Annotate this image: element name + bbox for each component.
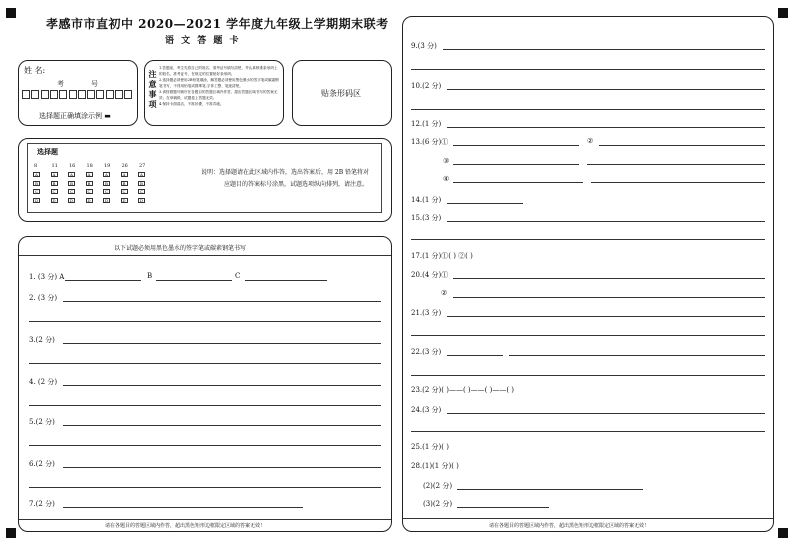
choice-option-bubble[interactable]: A xyxy=(86,172,93,177)
question-label: 10.(2 分) xyxy=(411,82,442,90)
question-label: ② xyxy=(441,289,448,297)
answer-line[interactable] xyxy=(457,507,549,508)
answer-line[interactable] xyxy=(29,321,381,322)
choice-option-bubble[interactable]: A xyxy=(103,172,110,177)
answer-line[interactable] xyxy=(63,425,381,426)
answer-line[interactable] xyxy=(447,413,765,414)
choice-question-number: 16 xyxy=(69,163,76,169)
choice-option-bubble[interactable]: D xyxy=(104,197,109,203)
answer-line[interactable] xyxy=(453,164,579,165)
question-label: 13.(6 分)① xyxy=(411,138,449,146)
question-label: 6.(2 分) xyxy=(29,460,55,468)
question-label: 4. (2 分) xyxy=(29,378,58,386)
choice-option-bubble[interactable]: C xyxy=(69,189,74,194)
choice-option-bubble[interactable]: B xyxy=(138,181,145,186)
exam-no-label: 考 xyxy=(57,80,64,88)
choice-option-bubble[interactable]: A xyxy=(68,172,75,177)
exam-no-cell[interactable] xyxy=(115,90,123,99)
answer-line[interactable] xyxy=(599,145,765,146)
footer-note: 请在各题目的答题区域内作答，超出黑色矩形边框限定区域的答案无效！ xyxy=(489,523,650,529)
answer-line[interactable] xyxy=(443,49,765,50)
choice-option-bubble[interactable]: B xyxy=(103,181,110,186)
name-label: 姓 名: xyxy=(24,66,46,75)
choice-option-bubble[interactable]: B xyxy=(86,181,93,186)
answer-line[interactable] xyxy=(457,489,643,490)
choice-option-bubble[interactable]: C xyxy=(52,189,56,194)
question-label: 28.(1)(1 分)( ) xyxy=(411,462,459,470)
choice-option-bubble[interactable]: A xyxy=(138,172,145,177)
answer-line[interactable] xyxy=(156,280,232,281)
answer-line[interactable] xyxy=(447,89,765,90)
question-label: 7.(2 分) xyxy=(29,500,55,508)
choice-option-bubble[interactable]: D xyxy=(122,197,126,203)
choice-option-bubble[interactable]: D xyxy=(69,197,74,203)
answer-line[interactable] xyxy=(411,239,765,240)
answer-line[interactable] xyxy=(447,316,765,317)
footer-note: 请在各题目的答题区域内作答，超出黑色矩形边框限定区域的答案无效！ xyxy=(105,523,266,529)
choice-option-bubble[interactable]: A xyxy=(51,172,58,177)
choice-title: 选择题 xyxy=(37,147,58,156)
question-label: 25.(1 分)( ) xyxy=(411,443,449,451)
corner-marker xyxy=(6,8,16,18)
question-label: B xyxy=(147,272,153,280)
answer-line[interactable] xyxy=(447,221,765,222)
notice-item: 4.保持卡面清洁，不准折叠，不准弄破。 xyxy=(159,102,224,106)
answer-line[interactable] xyxy=(65,280,141,281)
corner-marker xyxy=(778,8,788,18)
divider xyxy=(19,519,391,520)
question-label: 17.(1 分)①( ) ②( ) xyxy=(411,252,473,260)
question-label: C xyxy=(235,272,241,280)
choice-option-bubble[interactable]: B xyxy=(68,181,75,186)
choice-option-bubble[interactable]: C xyxy=(139,189,144,194)
answer-line[interactable] xyxy=(411,375,765,376)
question-label: 20.(4 分)① xyxy=(411,271,449,279)
question-label: (2)(2 分) xyxy=(423,482,453,490)
question-label: ② xyxy=(587,137,594,145)
question-label: 22.(3 分) xyxy=(411,348,442,356)
choice-question-number: 19 xyxy=(104,163,111,169)
question-label: (3)(2 分) xyxy=(423,500,453,508)
question-label: 9.(3 分) xyxy=(411,42,437,50)
notice-box xyxy=(144,60,284,126)
notice-item: 2.选择题必须使用2B铅笔填涂，解答题必须使用黑色墨水的签字笔或碳素钢笔书写，不得用铅笔或圆珠笔,字体工整、笔迹清楚。 xyxy=(159,78,279,88)
answer-line[interactable] xyxy=(447,127,765,128)
answer-line[interactable] xyxy=(453,145,579,146)
choice-question-number: 26 xyxy=(121,163,128,169)
right-answer-box xyxy=(402,16,774,532)
question-label: 3.(2 分) xyxy=(29,336,55,344)
answer-line[interactable] xyxy=(453,297,765,298)
exam-no-cell[interactable] xyxy=(106,90,114,99)
answer-line[interactable] xyxy=(63,467,381,468)
question-label: 5.(2 分) xyxy=(29,418,55,426)
exam-no-cell[interactable] xyxy=(124,90,132,99)
question-label: 15.(3 分) xyxy=(411,214,442,222)
choice-grid[interactable] xyxy=(33,163,163,209)
answer-line[interactable] xyxy=(63,507,303,508)
answer-line[interactable] xyxy=(591,182,765,183)
exam-no-cell[interactable] xyxy=(87,90,95,99)
choice-note: 应题目的答案标号涂黑，试题选项纵向排列，请注意。 xyxy=(224,181,369,188)
question-label: ④ xyxy=(443,175,450,183)
answer-line[interactable] xyxy=(447,203,523,204)
exam-no-grid[interactable] xyxy=(22,90,134,100)
answer-line[interactable] xyxy=(509,355,765,356)
divider xyxy=(19,255,391,256)
answer-line[interactable] xyxy=(411,109,765,110)
choice-question-number: 27 xyxy=(139,163,146,169)
choice-question-number: 18 xyxy=(86,163,93,169)
answer-line[interactable] xyxy=(411,431,765,432)
barcode-area xyxy=(292,60,392,126)
question-label: 24.(3 分) xyxy=(411,406,442,414)
page-subtitle: 语 文 答 题 卡 xyxy=(165,36,241,46)
choice-box xyxy=(18,138,392,222)
question-label: 23.(2 分)( )——( )——( )——( ) xyxy=(411,386,515,394)
choice-option-bubble[interactable]: D xyxy=(139,197,144,203)
corner-marker xyxy=(6,528,16,538)
divider xyxy=(403,518,773,519)
choice-option-bubble[interactable]: C xyxy=(104,189,109,194)
choice-question-number: 8 xyxy=(34,163,38,169)
answer-line[interactable] xyxy=(411,335,765,336)
choice-option-bubble[interactable]: B xyxy=(121,181,128,186)
question-label: 14.(1 分) xyxy=(411,196,442,204)
answer-line[interactable] xyxy=(63,301,381,302)
exam-no-cell[interactable] xyxy=(96,90,104,99)
choice-option-bubble[interactable]: C xyxy=(87,189,91,194)
question-label: 2. (3 分) xyxy=(29,294,58,302)
exam-no-cell[interactable] xyxy=(22,90,30,99)
student-info-box xyxy=(18,60,138,126)
choice-option-bubble[interactable]: A xyxy=(121,172,128,177)
notice-text xyxy=(159,65,281,107)
choice-note: 说明：选择题请在此区域内作答，选出答案后，用 2B 铅笔将对 xyxy=(201,169,370,176)
question-label: 21.(3 分) xyxy=(411,309,442,317)
notice-item: 1.答题前，考生先将自己的姓名、准考证号填写清楚，并认真核准条形码上的姓名、准考证号，在规定的位置贴好条形码。 xyxy=(159,66,278,76)
exam-no-cell[interactable] xyxy=(41,90,49,99)
answer-line[interactable] xyxy=(29,445,381,446)
choice-option-bubble[interactable]: D xyxy=(52,197,56,203)
choice-option-bubble[interactable]: B xyxy=(33,181,40,186)
left-answer-box xyxy=(18,236,392,532)
question-label: ③ xyxy=(443,157,450,165)
exam-no-cell[interactable] xyxy=(31,90,39,99)
exam-no-cell[interactable] xyxy=(69,90,77,99)
answer-line[interactable] xyxy=(29,487,381,488)
answer-line[interactable] xyxy=(29,405,381,406)
choice-option-bubble[interactable]: A xyxy=(33,172,40,177)
instruction-text: 以下试题必须用黑色墨水的签字笔或碳素钢笔书写 xyxy=(114,245,247,252)
answer-line[interactable] xyxy=(453,182,583,183)
answer-line[interactable] xyxy=(453,278,765,279)
notice-item: 3.请按照题号顺序在各题目的答题区域内作答，超出答题区域书写的答案无效；在草稿纸、试题卷上答题无效。 xyxy=(159,90,278,100)
answer-line[interactable] xyxy=(29,363,381,364)
question-label: 1. (3 分) A xyxy=(29,273,65,281)
page-title: 孝感市市直初中 2020—2021 学年度九年级上学期期末联考 xyxy=(46,17,389,31)
answer-line[interactable] xyxy=(63,343,381,344)
answer-line[interactable] xyxy=(63,385,381,386)
exam-no-cell[interactable] xyxy=(78,90,86,99)
question-label: 12.(1 分) xyxy=(411,120,442,128)
choice-option-bubble[interactable]: D xyxy=(87,197,91,203)
notice-label: 注意事项 xyxy=(148,69,157,109)
corner-marker xyxy=(778,528,788,538)
choice-option-bubble[interactable]: B xyxy=(51,181,58,186)
choice-option-bubble[interactable]: C xyxy=(34,189,39,194)
answer-line[interactable] xyxy=(411,69,765,70)
exam-no-label: 号 xyxy=(91,80,98,88)
choice-option-bubble[interactable]: D xyxy=(34,197,39,203)
choice-question-number: 11 xyxy=(51,163,58,169)
barcode-label: 贴条形码区 xyxy=(321,89,361,98)
fill-example: 选择题正确填涂示例 ▬ xyxy=(39,112,111,120)
answer-line[interactable] xyxy=(245,280,327,281)
answer-line[interactable] xyxy=(447,355,503,356)
answer-line[interactable] xyxy=(587,164,765,165)
exam-no-cell[interactable] xyxy=(59,90,67,99)
exam-no-cell[interactable] xyxy=(50,90,58,99)
choice-option-bubble[interactable]: C xyxy=(122,189,126,194)
